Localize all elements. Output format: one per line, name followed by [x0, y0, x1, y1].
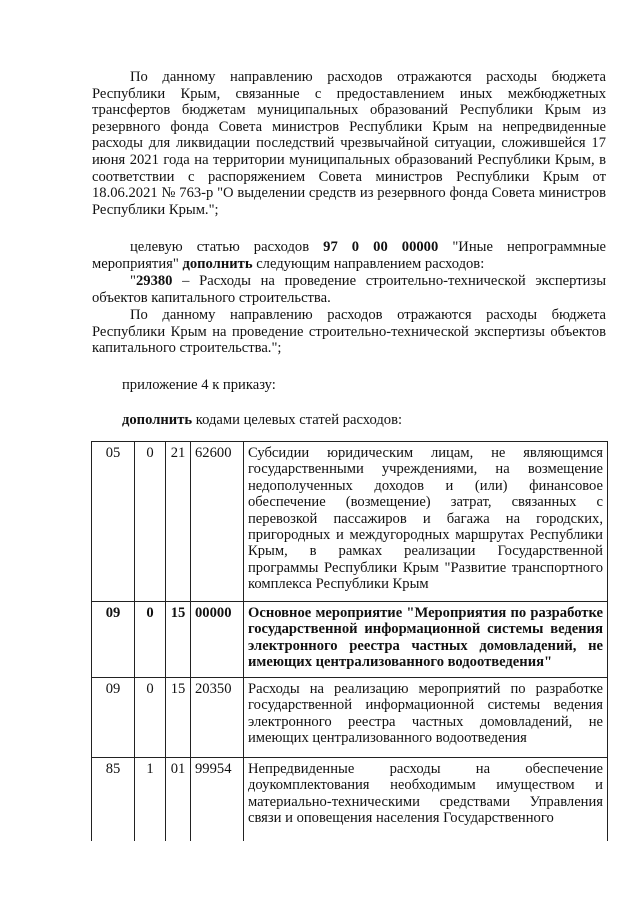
code-event: 15	[166, 678, 191, 758]
quote-open: "	[130, 273, 136, 289]
add-codes-suffix: кодами целевых статей расходов:	[192, 412, 403, 428]
table-row	[92, 442, 608, 602]
code-event: 21	[166, 442, 191, 602]
table-row	[92, 678, 608, 758]
row-description: Расходы на реализацию мероприятий по разработке государственной информационной системы ведения электронного реестра частных домовладений, не имеющих централизованного водоотведения	[244, 678, 608, 758]
paragraph-reserve-fund: По данному направлению расходов отражаются расходы бюджета Республики Крым, связанные с предоставлением иных межбюджетных трансфертов бюджетам муниципальных образований Республики Крым из резервного фонда Совета министров Республики Крым на непредвиденные расходы для ликвидации последствий чрезвычайной ситуации, сложившейся 17 июня 2021 года на территории муниципальных образований Республики Крым, в соответствии с распоряжением Совета министров Республики Крым от 18.06.2021 № 763-р "О выделении средств из резервного фонда Совета министров Республики Крым.";	[92, 69, 606, 218]
direction-code: 29380	[135, 273, 173, 289]
code-subprogram: 0	[135, 442, 166, 602]
code-subprogram: 0	[135, 602, 166, 678]
code-direction: 00000	[191, 602, 244, 678]
appendix-line: приложение 4 к приказу:	[122, 377, 276, 393]
paragraph-direction-29380	[92, 273, 606, 306]
target-article-code: 97 0 00 00000	[323, 239, 439, 255]
codes-table	[91, 441, 608, 841]
code-program: 05	[92, 442, 135, 602]
code-program: 09	[92, 602, 135, 678]
code-program: 85	[92, 758, 135, 842]
paragraph-target-article	[92, 239, 606, 272]
para2-prefix: целевую статью расходов	[130, 239, 324, 255]
code-direction: 99954	[191, 758, 244, 842]
para2-suffix: следующим направлением расходов:	[252, 255, 485, 272]
add-action-word: дополнить	[122, 412, 193, 428]
action-word: дополнить	[182, 255, 253, 272]
direction-text: – Расходы на проведение строительно-технической экспертизы объектов капитального строительства.	[92, 273, 606, 306]
code-subprogram: 1	[135, 758, 166, 842]
code-direction: 20350	[191, 678, 244, 758]
code-direction: 62600	[191, 442, 244, 602]
add-codes-line	[122, 412, 402, 429]
paragraph-direction-description: По данному направлению расходов отражаются расходы бюджета Республики Крым на проведение строительно-технической экспертизы объектов капитального строительства.";	[92, 307, 606, 357]
code-event: 15	[166, 602, 191, 678]
para2-middle: "Иные непрограммные мероприятия"	[92, 239, 606, 272]
row-description: Основное мероприятие "Мероприятия по разработке государственной информационной системы ведения электронного реестра частных домовладений, не имеющих централизованного водоотведения"	[244, 602, 608, 678]
code-program: 09	[92, 678, 135, 758]
row-description: Субсидии юридическим лицам, не являющимся государственными учреждениями, на возмещение недополученных доходов и (или) финансовое обеспечение (возмещение) затрат, связанных с перевозкой пассажиров и багажа на городских, пригородных и междугородных маршрутах Республики Крым, в рамках реализации Государственной программы Республики Крым "Развитие транспортного комплекса Республики Крым	[244, 442, 608, 602]
table-row	[92, 602, 608, 678]
code-subprogram: 0	[135, 678, 166, 758]
code-event: 01	[166, 758, 191, 842]
table-row	[92, 758, 608, 842]
row-description: Непредвиденные расходы на обеспечение доукомплектования необходимым имуществом и материально-техническими средствами Управления связи и оповещения населения Государственного	[244, 758, 608, 842]
